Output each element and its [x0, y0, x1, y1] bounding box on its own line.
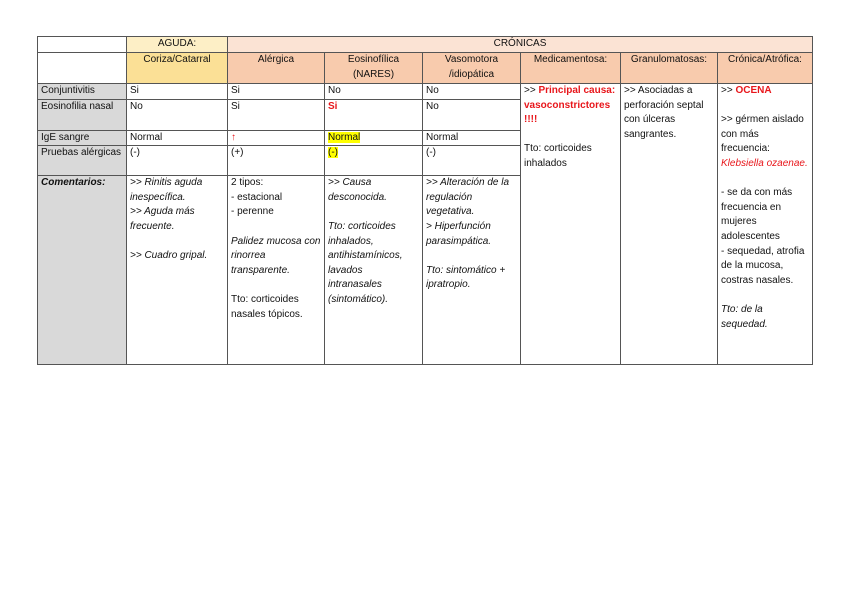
cell: (-) — [423, 146, 521, 176]
comment-line: 2 tipos: — [231, 177, 264, 189]
comment-line: Tto: corticoides inhalados, antihistamínicos, lavados intranasales (sintomático). — [328, 220, 403, 305]
col-medicamentosa: Medicamentosa: — [521, 53, 621, 84]
comment-line — [426, 249, 517, 264]
atrofica-p1: - se da con más frecuencia en mujeres adolescentes — [721, 187, 793, 242]
cell: Normal — [423, 130, 521, 146]
atrofica-cell — [718, 84, 813, 365]
prefix: >> — [721, 85, 736, 96]
row-label-eosinofilia: Eosinofilia nasal — [38, 99, 127, 130]
cell: No — [325, 84, 423, 100]
cell: Si — [228, 99, 325, 130]
comment-line: >> Causa desconocida. — [328, 177, 387, 203]
ocena-highlight: OCENA — [735, 85, 772, 96]
header-cronicas: CRÓNICAS — [228, 37, 813, 53]
col-coriza: Coriza/Catarral — [127, 53, 228, 84]
comments-alergica — [228, 176, 325, 365]
corner-cell — [38, 37, 127, 53]
comments-vasomotora — [423, 176, 521, 365]
cell: Si — [228, 84, 325, 100]
corner-cell-2 — [38, 53, 127, 84]
header-aguda: AGUDA: — [127, 37, 228, 53]
cell: No — [127, 99, 228, 130]
col-eosinofilica: Eosinofílica (NARES) — [325, 53, 423, 84]
cell: No — [423, 99, 521, 130]
comment-line: Tto: sintomático + ipratropio. — [426, 264, 506, 291]
col-granulomatosas: Granulomatosas: — [621, 53, 718, 84]
comment-line — [231, 278, 321, 293]
comment-line: Palidez mucosa con rinorrea transparente. — [231, 235, 321, 276]
row-label-pruebas: Pruebas alérgicas — [38, 146, 127, 176]
col-alergica: Alérgica — [228, 53, 325, 84]
granulomatosas-cell: >> Asociadas a perforación septal con úlceras sangrantes. — [621, 84, 718, 365]
rhinitis-table — [37, 36, 813, 365]
comment-line: >> Alteración de la regulación vegetativa. — [426, 177, 510, 218]
comment-line: >> Rinitis aguda inespecífica. — [130, 177, 203, 203]
comment-line: - perenne — [231, 206, 274, 218]
cell: Si — [127, 84, 228, 100]
germen-text: >> gérmen aislado con más frecuencia: — [721, 114, 804, 155]
medicamentosa-highlight: Principal causa: vasoconstrictores !!!! — [524, 85, 616, 126]
comment-line: > Hiperfunción parasimpática. — [426, 220, 492, 247]
medicamentosa-tto: Tto: corticoides inhalados — [524, 143, 592, 169]
highlighted-value: (-) — [328, 147, 338, 159]
cell: Normal — [127, 130, 228, 146]
cell — [325, 130, 423, 146]
arrow-up-icon: ↑ — [228, 130, 325, 146]
col-atrofica: Crónica/Atrófica: — [718, 53, 813, 84]
cell: (+) — [228, 146, 325, 176]
comment-line — [231, 220, 321, 235]
row-label-ige: IgE sangre — [38, 130, 127, 146]
comment-line: >> Aguda más frecuente. — [130, 206, 195, 232]
cell: (-) — [127, 146, 228, 176]
comment-line: >> Cuadro gripal. — [130, 250, 208, 262]
col-vasomotora: Vasomotora /idiopática — [423, 53, 521, 84]
atrofica-p2: - sequedad, atrofia de la mucosa, costras nasales. — [721, 245, 805, 286]
bacteria-name: Klebsiella ozaenae. — [721, 157, 808, 169]
comments-coriza — [127, 176, 228, 365]
comment-line — [130, 235, 224, 250]
prefix: >> — [524, 85, 539, 96]
cell: No — [423, 84, 521, 100]
cell — [325, 146, 423, 176]
cell: Si — [325, 99, 423, 130]
row-label-conjuntivitis: Conjuntivitis — [38, 84, 127, 100]
comment-line: Tto: corticoides nasales tópicos. — [231, 293, 303, 320]
comment-line: - estacional — [231, 191, 283, 203]
comments-eosinofilica — [325, 176, 423, 365]
row-label-comentarios: Comentarios: — [38, 176, 127, 365]
atrofica-tto: Tto: de la sequedad. — [721, 303, 768, 330]
highlighted-value: Normal — [328, 131, 361, 143]
medicamentosa-cell — [521, 84, 621, 365]
comment-line — [328, 205, 419, 220]
